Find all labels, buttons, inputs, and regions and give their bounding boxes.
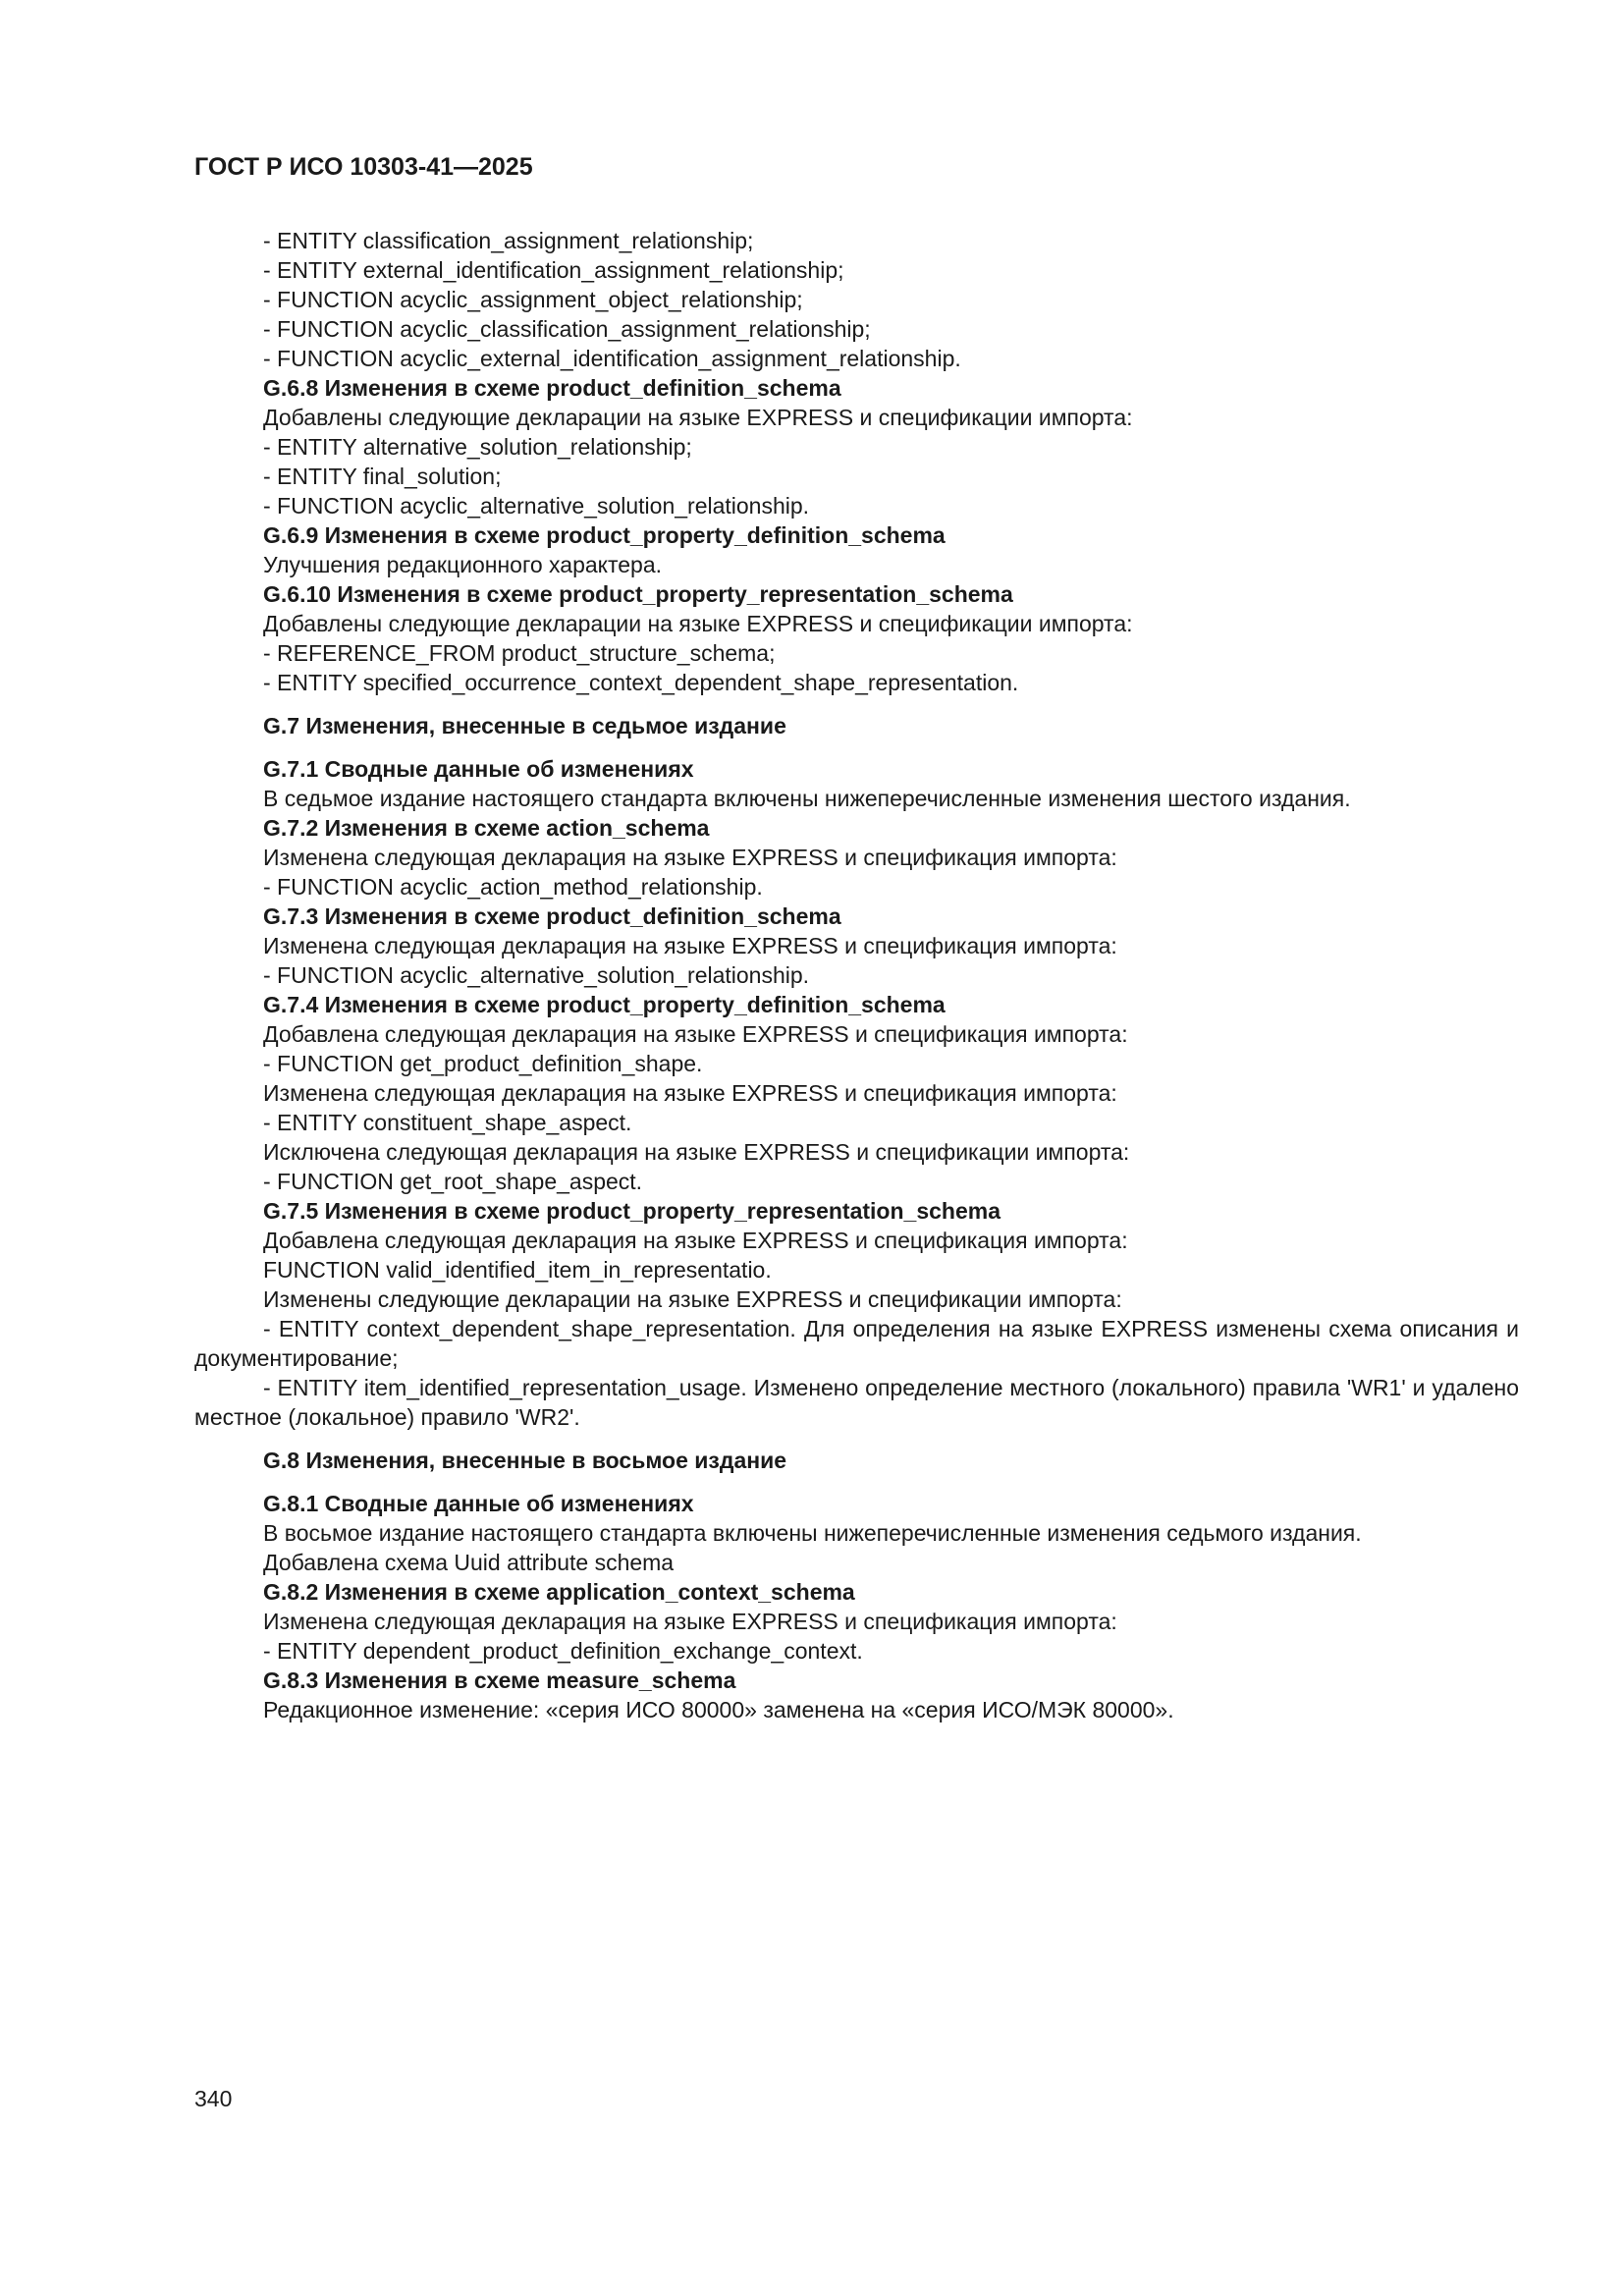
list-item: - REFERENCE_FROM product_structure_schema;	[263, 640, 776, 666]
section-heading: G.8.3 Изменения в схеме measure_schema	[263, 1667, 736, 1693]
paragraph: Добавлены следующие декларации на языке EXPRESS и спецификации импорта:	[263, 405, 1133, 430]
list-item: - FUNCTION acyclic_alternative_solution_relationship.	[263, 962, 810, 988]
paragraph: Добавлена схема Uuid attribute schema	[263, 1550, 675, 1575]
list-item: - FUNCTION acyclic_external_identification_assignment_relationship.	[263, 346, 961, 371]
paragraph: Добавлены следующие декларации на языке EXPRESS и спецификации импорта:	[263, 611, 1133, 636]
section-heading: G.7.5 Изменения в схеме product_property_representation_schema	[263, 1198, 1001, 1224]
section-heading: G.7.4 Изменения в схеме product_property_definition_schema	[263, 992, 946, 1017]
paragraph: Редакционное изменение: «серия ИСО 80000» заменена на «серия ИСО/МЭК 80000».	[263, 1697, 1174, 1722]
list-item: - FUNCTION acyclic_assignment_object_relationship;	[263, 287, 803, 312]
paragraph: Исключена следующая декларация на языке EXPRESS и спецификации импорта:	[263, 1139, 1130, 1165]
paragraph: Изменена следующая декларация на языке EXPRESS и спецификация импорта:	[263, 1609, 1117, 1634]
paragraph: В восьмое издание настоящего стандарта включены нижеперечисленные изменения седьмого издания.	[263, 1520, 1362, 1546]
paragraph: Добавлена следующая декларация на языке EXPRESS и спецификация импорта:	[263, 1228, 1128, 1253]
paragraph: Изменена следующая декларация на языке EXPRESS и спецификация импорта:	[263, 845, 1117, 870]
list-item: - ENTITY specified_occurrence_context_dependent_shape_representation.	[263, 670, 1019, 695]
paragraph: В седьмое издание настоящего стандарта включены нижеперечисленные изменения шестого издания.	[263, 786, 1351, 811]
list-item: - ENTITY classification_assignment_relationship;	[263, 228, 754, 253]
section-heading: G.7.2 Изменения в схеме action_schema	[263, 815, 710, 841]
page-header: ГОСТ Р ИСО 10303-41—2025	[194, 153, 533, 181]
list-item: - ENTITY dependent_product_definition_exchange_context.	[263, 1638, 863, 1664]
list-item: - FUNCTION get_root_shape_aspect.	[263, 1169, 643, 1194]
section-heading: G.8.1 Сводные данные об изменениях	[263, 1491, 694, 1516]
list-item: - ENTITY constituent_shape_aspect.	[263, 1110, 632, 1135]
list-item: - ENTITY alternative_solution_relationship;	[263, 434, 692, 460]
section-heading: G.7.3 Изменения в схеме product_definition_schema	[263, 903, 841, 929]
paragraph: Изменена следующая декларация на языке EXPRESS и спецификация импорта:	[263, 1080, 1117, 1106]
wrapped-list-item: - ENTITY item_identified_representation_usage. Изменено определение местного (локального) правила 'WR1' и удалено местное (локальное) правило 'WR2'.	[194, 1375, 1519, 1430]
wrapped-list-item: - ENTITY context_dependent_shape_representation. Для определения на языке EXPRESS изменены схема описания и документирование;	[194, 1316, 1519, 1371]
section-heading: G.6.9 Изменения в схеме product_property_definition_schema	[263, 522, 946, 548]
page-number: 340	[194, 2086, 233, 2111]
list-item: - FUNCTION acyclic_action_method_relationship.	[263, 874, 763, 900]
chapter-heading: G.8 Изменения, внесенные в восьмое издание	[263, 1448, 787, 1473]
list-item: FUNCTION valid_identified_item_in_representatio.	[263, 1257, 772, 1283]
list-item: - FUNCTION acyclic_classification_assignment_relationship;	[263, 316, 871, 342]
section-heading: G.6.10 Изменения в схеме product_property_representation_schema	[263, 581, 1013, 607]
section-heading: G.7.1 Сводные данные об изменениях	[263, 756, 694, 782]
paragraph: Улучшения редакционного характера.	[263, 552, 663, 577]
document-body	[194, 226, 1519, 1724]
section-heading: G.8.2 Изменения в схеме application_context_schema	[263, 1579, 855, 1605]
paragraph: Изменены следующие декларации на языке EXPRESS и спецификации импорта:	[263, 1286, 1122, 1312]
list-item: - FUNCTION acyclic_alternative_solution_relationship.	[263, 493, 810, 519]
list-item: - ENTITY final_solution;	[263, 464, 502, 489]
list-item: - ENTITY external_identification_assignment_relationship;	[263, 257, 844, 283]
section-heading: G.6.8 Изменения в схеме product_definition_schema	[263, 375, 841, 401]
paragraph: Добавлена следующая декларация на языке EXPRESS и спецификация импорта:	[263, 1021, 1128, 1047]
list-item: - FUNCTION get_product_definition_shape.	[263, 1051, 703, 1076]
chapter-heading: G.7 Изменения, внесенные в седьмое издание	[263, 713, 786, 738]
paragraph: Изменена следующая декларация на языке EXPRESS и спецификация импорта:	[263, 933, 1117, 958]
